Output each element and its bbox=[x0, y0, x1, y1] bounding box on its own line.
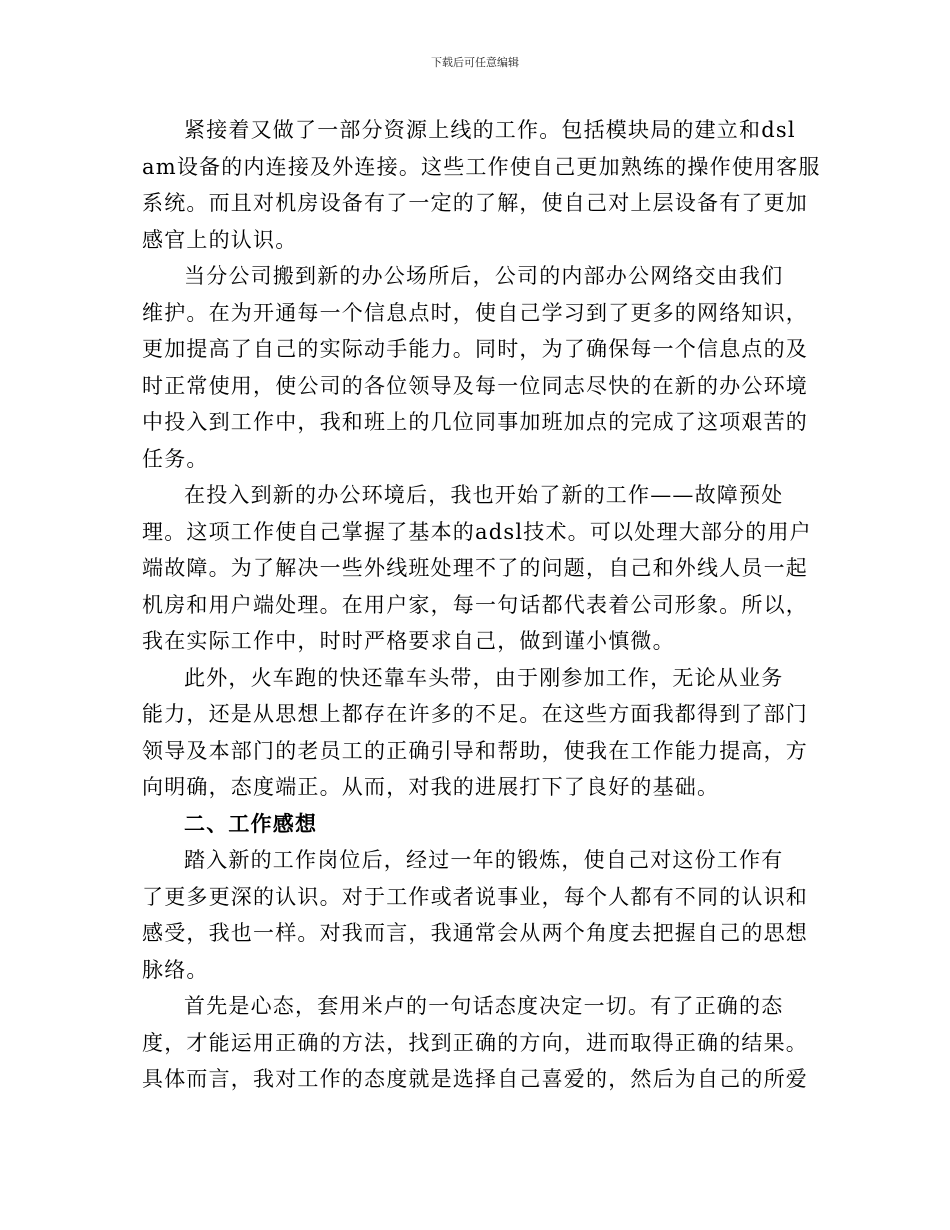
text-line: 机房和用户端处理。在用户家，每一句话都代表着公司形象。所以， bbox=[142, 592, 808, 617]
text-line: 任务。 bbox=[142, 446, 209, 471]
paragraph bbox=[142, 112, 821, 258]
text-line: 能力，还是从思想上都存在许多的不足。在这些方面我都得到了部门 bbox=[142, 702, 808, 726]
paragraph bbox=[142, 660, 810, 806]
text-line: 理。这项工作使自己掌握了基本的adsl技术。可以处理大部分的用户 bbox=[142, 519, 812, 544]
text-line: am设备的内连接及外连接。这些工作使自己更加熟练的操作使用客服 bbox=[142, 154, 821, 179]
text-line: 当分公司搬到新的办公场所后，公司的内部办公网络交由我们 bbox=[184, 264, 784, 288]
text-line: 首先是心态，套用米卢的一句话态度决定一切。有了正确的态 bbox=[184, 994, 784, 1018]
text-line: 时正常使用，使公司的各位领导及每一位同志尽快的在新的办公环境 bbox=[142, 373, 808, 398]
text-line: 向明确，态度端正。从而，对我的进展打下了良好的基础。 bbox=[142, 775, 720, 799]
text-line: 踏入新的工作岗位后，经过一年的锻炼，使自己对这份工作有 bbox=[184, 848, 784, 872]
section-heading bbox=[142, 806, 810, 843]
text-line: 维护。在为开通每一个信息点时，使自己学习到了更多的网络知识， bbox=[142, 300, 808, 325]
text-line: 更加提高了自己的实际动手能力。同时，为了确保每一个信息点的及 bbox=[142, 337, 808, 361]
document-body bbox=[142, 112, 821, 1098]
paragraph bbox=[142, 988, 810, 1098]
text-line: 此外，火车跑的快还靠车头带，由于刚参加工作，无论从业务 bbox=[184, 665, 784, 690]
text-line: 感受，我也一样。对我而言，我通常会从两个角度去把握自己的思想 bbox=[142, 921, 808, 945]
text-line: 紧接着又做了一部分资源上线的工作。包括模块局的建立和dsl bbox=[184, 118, 796, 142]
text-line: 系统。而且对机房设备有了一定的了解，使自己对上层设备有了更加 bbox=[142, 191, 808, 215]
text-line: 中投入到工作中，我和班上的几位同事加班加点的完成了这项艰苦的 bbox=[142, 410, 808, 434]
text-line: 脉络。 bbox=[142, 957, 209, 982]
paragraph bbox=[142, 842, 810, 988]
text-line: 了更多更深的认识。对于工作或者说事业，每个人都有不同的认识和 bbox=[142, 884, 808, 909]
text-line: 我在实际工作中，时时严格要求自己，做到谨小慎微。 bbox=[142, 629, 675, 653]
text-line: 在投入到新的办公环境后，我也开始了新的工作——故障预处 bbox=[184, 483, 784, 507]
page-header: 下载后可任意编辑 bbox=[431, 56, 519, 69]
text-line: 感官上的认识。 bbox=[142, 227, 298, 252]
heading-text: 二、工作感想 bbox=[184, 811, 318, 836]
text-line: 端故障。为了解决一些外线班处理不了的问题，自己和外线人员一起 bbox=[142, 556, 808, 580]
paragraph bbox=[142, 477, 810, 660]
text-line: 度，才能运用正确的方法，找到正确的方向，进而取得正确的结果。 bbox=[142, 1030, 808, 1055]
paragraph bbox=[142, 258, 810, 477]
text-line: 领导及本部门的老员工的正确引导和帮助，使我在工作能力提高，方 bbox=[142, 738, 808, 763]
text-line: 具体而言，我对工作的态度就是选择自己喜爱的，然后为自己的所爱 bbox=[142, 1067, 808, 1091]
